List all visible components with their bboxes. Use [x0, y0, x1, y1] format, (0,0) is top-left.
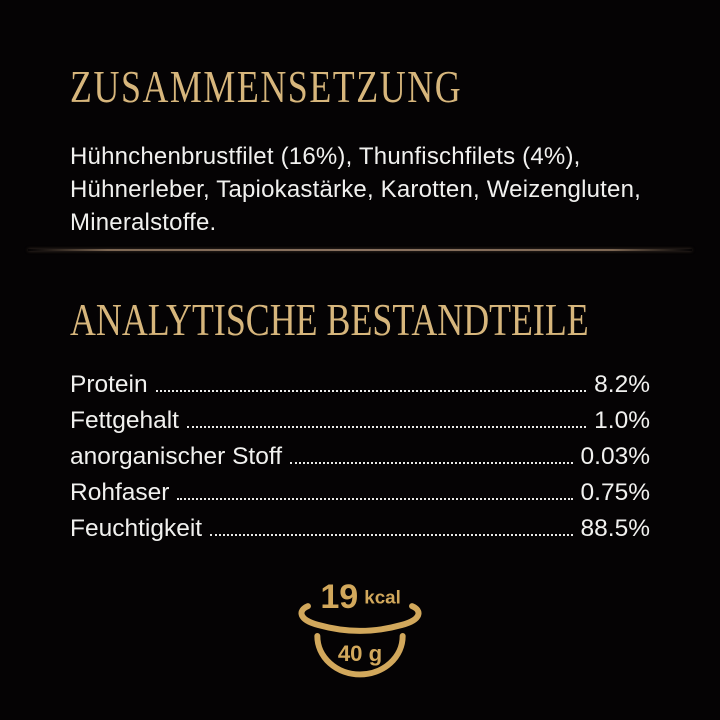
dotted-leader	[177, 498, 572, 500]
row-value: 0.03%	[580, 443, 650, 470]
kcal-value: 19	[320, 577, 359, 616]
table-row	[70, 367, 650, 403]
row-label: Feuchtigkeit	[70, 515, 203, 542]
row-value: 0.75%	[580, 479, 650, 506]
bowl-icon	[296, 577, 424, 678]
ingredients-line-2: Hühnerleber, Tapiokastärke, Karotten, Weizengluten,	[70, 176, 641, 203]
table-row	[70, 403, 650, 439]
composition-title: ZUSAMMENSETZUNG	[70, 61, 463, 112]
row-label: anorganischer Stoff	[70, 443, 283, 470]
analysis-title: ANALYTISCHE BESTANDTEILE	[70, 294, 589, 345]
row-label: Fettgehalt	[70, 407, 179, 434]
analysis-table	[70, 367, 650, 547]
table-row	[70, 439, 650, 475]
row-value: 88.5%	[580, 515, 650, 542]
dotted-leader	[290, 462, 573, 464]
table-row	[70, 475, 650, 511]
row-label: Protein	[70, 371, 148, 398]
ingredients-line-1: Hühnchenbrustfilet (16%), Thunfischfilets (4%),	[70, 143, 581, 170]
dotted-leader	[187, 426, 586, 428]
dotted-leader	[210, 534, 572, 536]
portion-weight: 40 g	[337, 640, 383, 666]
kcal-unit: kcal	[364, 586, 401, 608]
section-divider	[28, 249, 692, 251]
ingredients-text	[70, 140, 650, 239]
table-row	[70, 511, 650, 547]
ingredients-line-3: Mineralstoffe.	[70, 209, 217, 236]
row-value: 8.2%	[594, 371, 650, 398]
row-value: 1.0%	[594, 407, 650, 434]
row-label: Rohfaser	[70, 479, 170, 506]
portion-info	[70, 577, 650, 678]
bowl-rim-shape	[301, 606, 418, 631]
dotted-leader	[156, 390, 587, 392]
